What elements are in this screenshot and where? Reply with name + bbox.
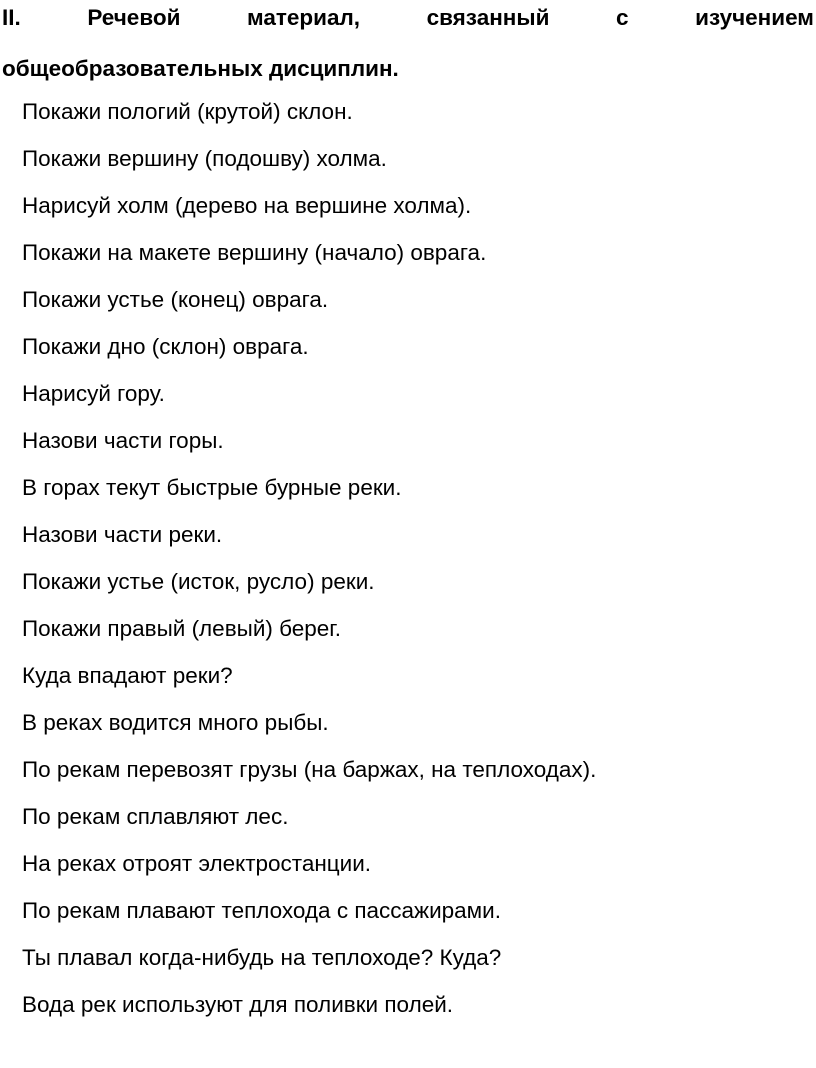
heading-word: материал,	[247, 5, 361, 30]
speech-material-list	[22, 88, 812, 1028]
list-item: Вода рек используют для поливки полей.	[22, 992, 454, 1017]
list-item: В реках водится много рыбы.	[22, 710, 329, 735]
heading-word: Речевой	[87, 5, 181, 30]
heading-word: изучением	[695, 5, 814, 30]
list-item: Назови части горы.	[22, 428, 224, 453]
list-item: По рекам перевозят грузы (на баржах, на теплоходах).	[22, 757, 597, 782]
list-item: Ты плавал когда-нибудь на теплоходе? Куда?	[22, 945, 502, 970]
heading-word: II.	[2, 5, 21, 30]
list-item: Покажи на макете вершину (начало) оврага.	[22, 240, 487, 265]
list-item: На реках отроят электростанции.	[22, 851, 372, 876]
list-item: Назови части реки.	[22, 522, 223, 547]
list-item: Нарисуй холм (дерево на вершине холма).	[22, 193, 472, 218]
list-item: В горах текут быстрые бурные реки.	[22, 475, 402, 500]
section-heading	[2, 0, 814, 87]
list-item: Нарисуй гору.	[22, 381, 165, 406]
list-item: Покажи устье (конец) оврага.	[22, 287, 329, 312]
list-item: Покажи устье (исток, русло) реки.	[22, 569, 375, 594]
list-item: По рекам плавают теплохода с пассажирами.	[22, 898, 501, 923]
list-item: Покажи вершину (подошву) холма.	[22, 146, 387, 171]
list-item: Покажи пологий (крутой) склон.	[22, 99, 353, 124]
heading-line-2: общеобразовательных дисциплин.	[2, 56, 399, 81]
list-item: Куда впадают реки?	[22, 663, 233, 688]
heading-word: связанный	[426, 5, 550, 30]
heading-line-1	[2, 0, 814, 36]
list-item: По рекам сплавляют лес.	[22, 804, 289, 829]
heading-word: с	[616, 5, 629, 30]
list-item: Покажи дно (склон) оврага.	[22, 334, 309, 359]
list-item: Покажи правый (левый) берег.	[22, 616, 342, 641]
